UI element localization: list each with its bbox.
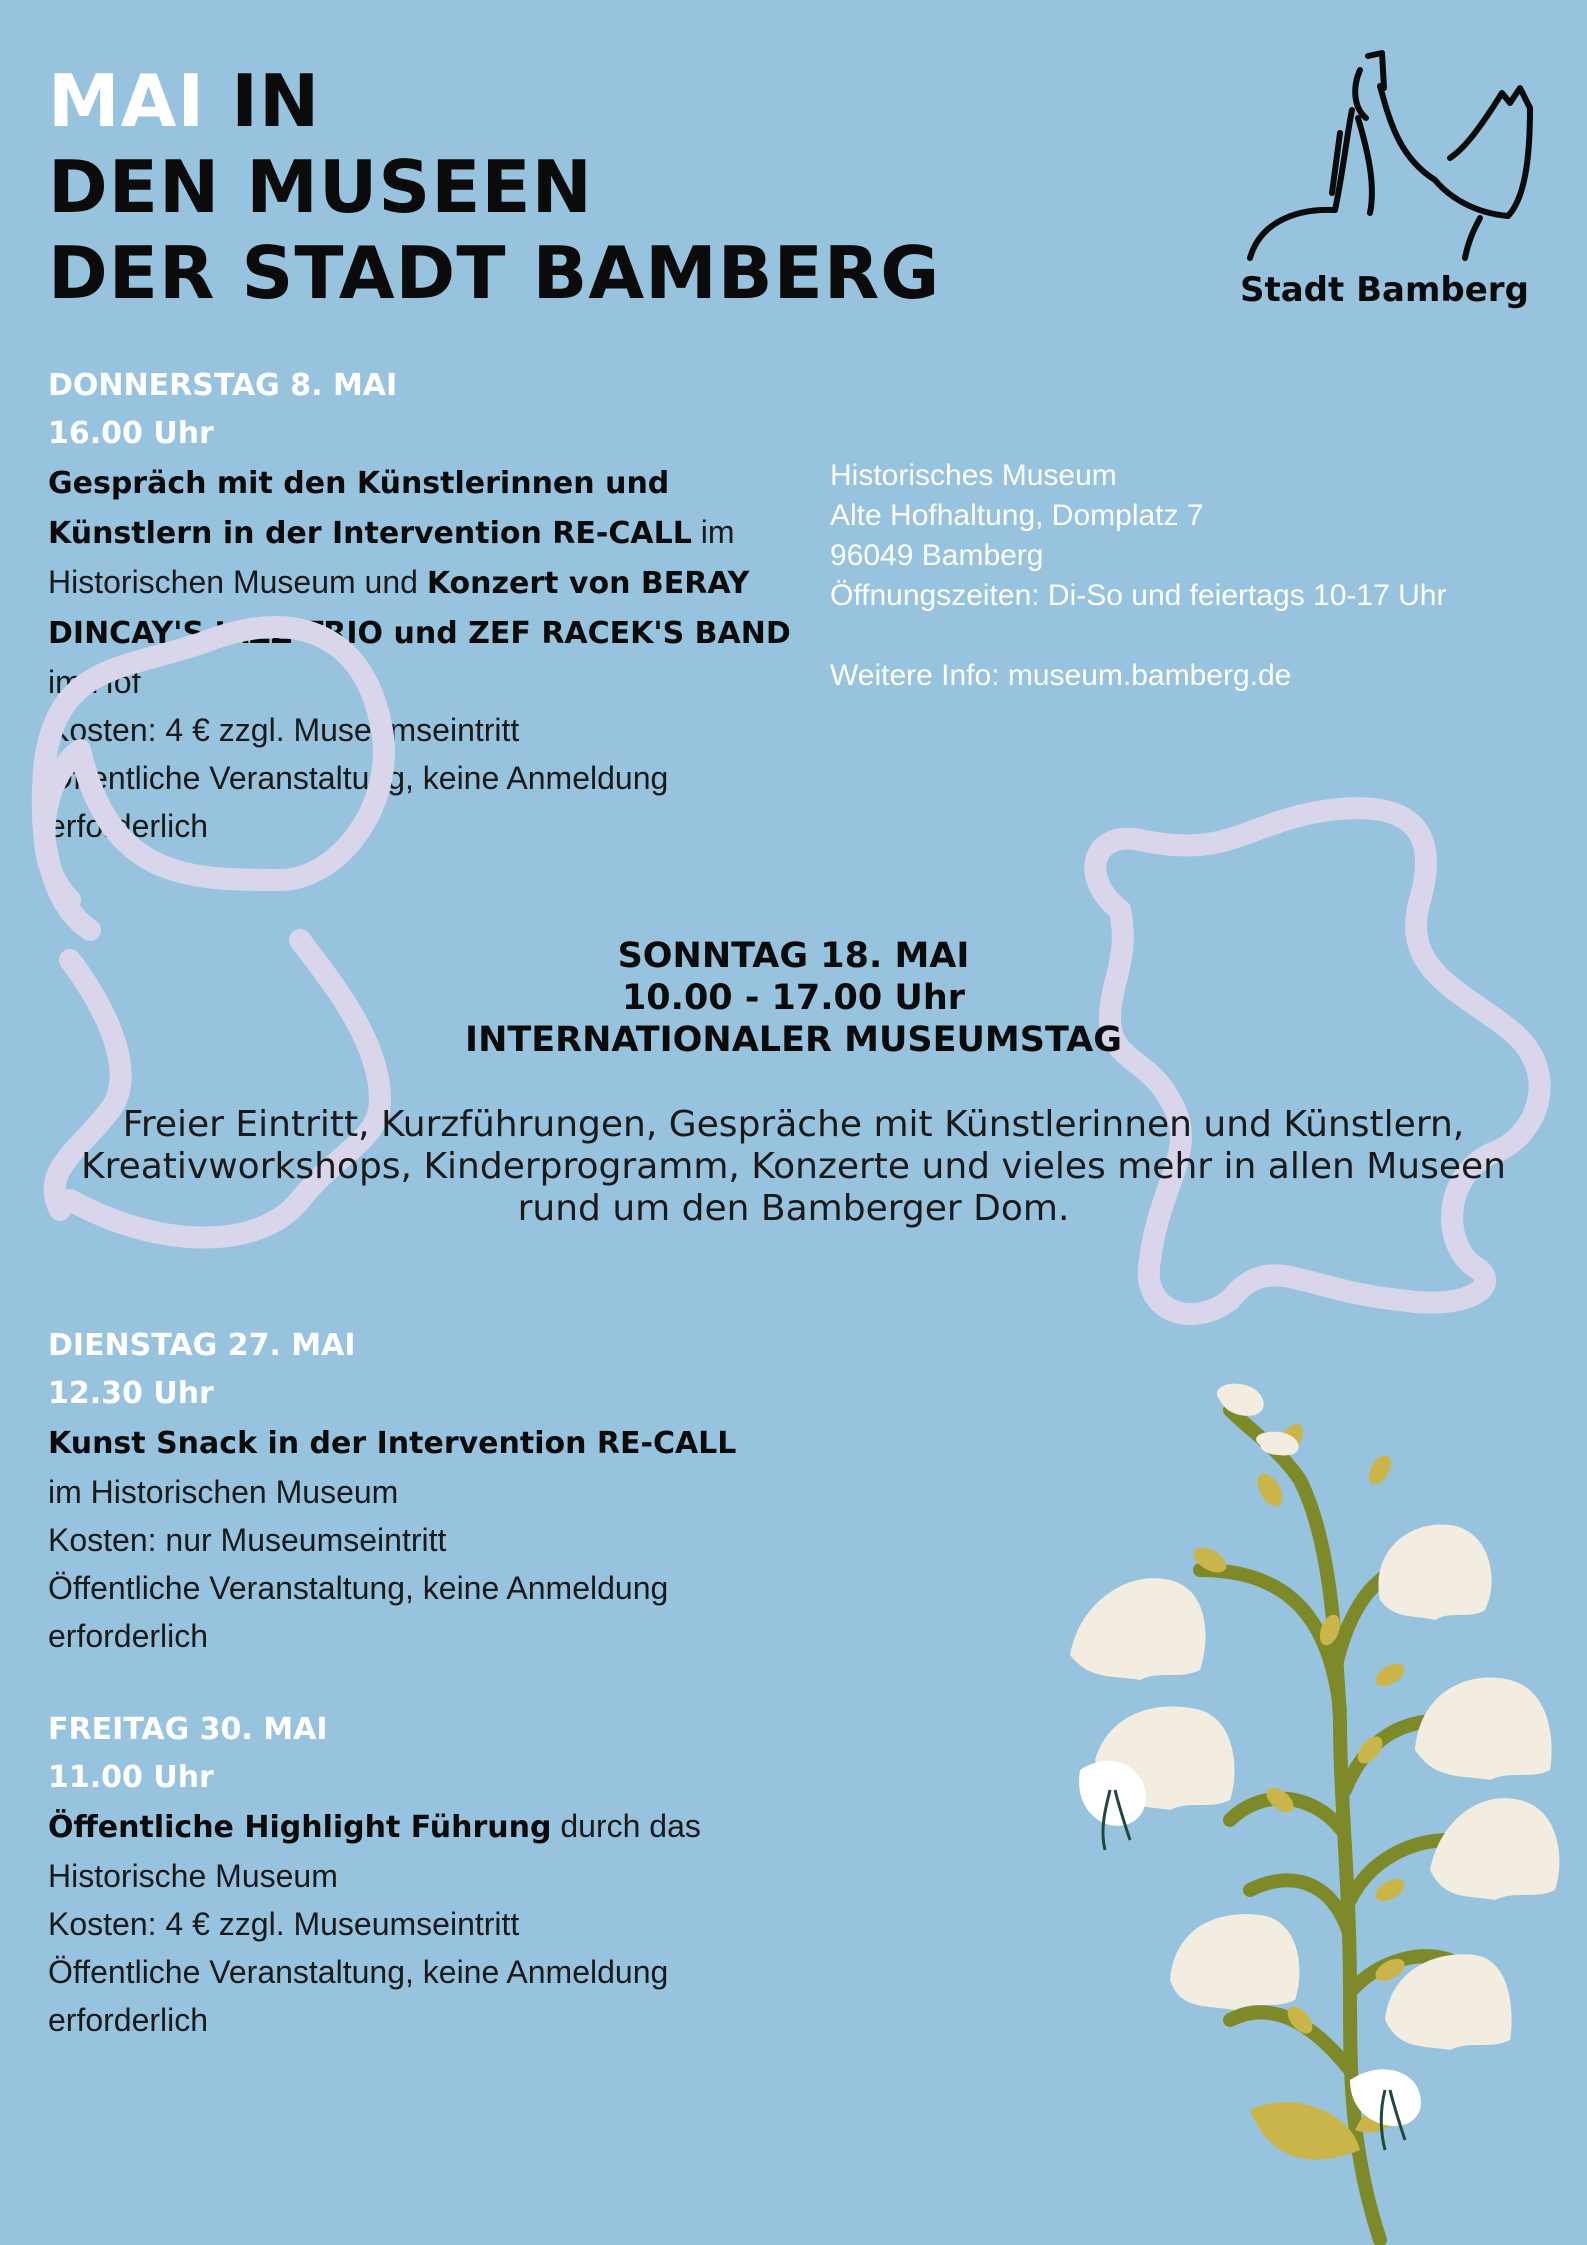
event-description: Kunst Snack in der Intervention RE-CALL im Historischen Museum	[48, 1426, 737, 1510]
lily-of-the-valley-illustration	[1050, 1370, 1587, 2245]
highlight-day: SONNTAG 18. MAI	[617, 936, 970, 976]
event-time: 12.30 Uhr	[48, 1376, 214, 1411]
event-friday	[48, 1706, 808, 2044]
event-day: FREITAG 30. MAI	[48, 1712, 328, 1747]
museum-address: Alte Hofhaltung, Domplatz 7	[830, 499, 1204, 532]
highlight-heading	[0, 935, 1587, 1061]
museum-city: 96049 Bamberg	[830, 539, 1044, 572]
museum-info	[830, 456, 1550, 696]
stadt-bamberg-logo	[1240, 48, 1550, 318]
highlight-name: INTERNATIONALER MUSEUMSTAG	[465, 1020, 1122, 1060]
event-note: Öffentliche Veranstaltung, keine Anmeldung erforderlich	[48, 1954, 669, 2038]
highlight-description: Freier Eintritt, Kurzführungen, Gespräche mit Künstlerinnen und Künstlern, Kreativworkshops, Kinderprogramm, Konzerte und vieles mehr in allen Museen rund um den Bamberger Dom.	[80, 1104, 1506, 1229]
event-note: Öffentliche Veranstaltung, keine Anmeldung erforderlich	[48, 760, 669, 844]
more-info-link[interactable]: Weitere Info: museum.bamberg.de	[830, 659, 1292, 692]
logo-text: Stadt Bamberg	[1240, 270, 1529, 310]
page-title: MAI IN DEN MUSEEN DER STADT BAMBERG	[48, 59, 941, 315]
event-cost: Kosten: 4 € zzgl. Museumseintritt	[48, 712, 520, 748]
highlight-time: 10.00 - 17.00 Uhr	[621, 978, 966, 1018]
museum-name: Historisches Museum	[830, 459, 1117, 492]
event-cost: Kosten: nur Museumseintritt	[48, 1522, 447, 1558]
event-tuesday	[48, 1322, 808, 1660]
event-thursday	[48, 362, 808, 850]
event-cost: Kosten: 4 € zzgl. Museumseintritt	[48, 1906, 520, 1942]
event-time: 16.00 Uhr	[48, 416, 214, 451]
event-time: 11.00 Uhr	[48, 1760, 214, 1795]
event-day: DONNERSTAG 8. MAI	[48, 368, 398, 403]
event-day: DIENSTAG 27. MAI	[48, 1328, 356, 1363]
event-note: Öffentliche Veranstaltung, keine Anmeldung erforderlich	[48, 1570, 669, 1654]
event-description: Gespräch mit den Künstlerinnen und Künstlern in der Intervention RE-CALL im Historischen Museum und Konzert von BERAY DINCAY'S JAZZ TRIO und ZEF RACEK'S BAND im Hof	[48, 466, 791, 700]
opening-hours: Öffnungszeiten: Di-So und feiertags 10-17 Uhr	[830, 579, 1447, 612]
event-description: Öffentliche Highlight Führung durch das Historische Museum	[48, 1808, 701, 1894]
horse-rider-logo-icon	[1240, 48, 1540, 268]
